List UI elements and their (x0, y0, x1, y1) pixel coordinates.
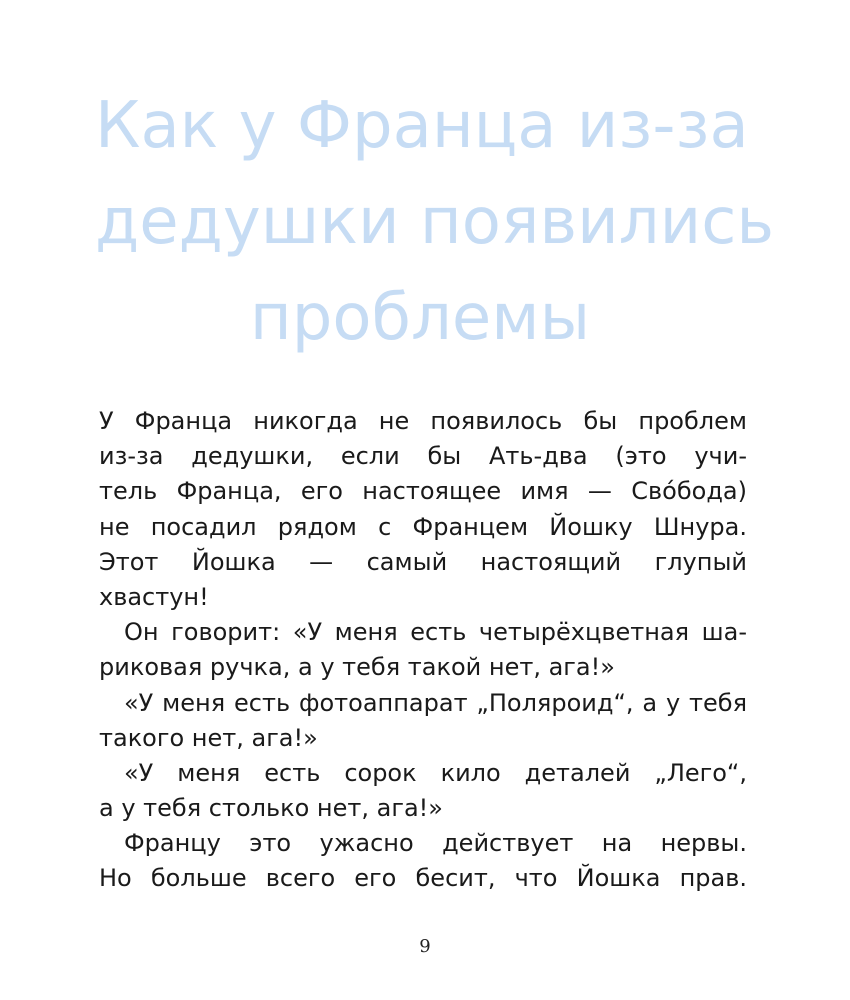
chapter-title-line: Как у Франца из-за (95, 89, 749, 163)
text-line: Но больше всего его бесит, что Йошка прав. (99, 864, 747, 893)
text-line: хвастун! (99, 582, 209, 611)
text-line: не посадил рядом с Францем Йошку Шнура. (99, 512, 747, 541)
text-line: Францу это ужасно действует на нервы. (124, 829, 747, 858)
text-line: Он говорит: «У меня есть четырёхцветная ша- (124, 618, 747, 647)
chapter-title (95, 78, 775, 366)
text-line: тель Франца, его настоящее имя — Свóбода) (99, 477, 747, 506)
body-text (99, 404, 747, 897)
text-line: «У меня есть фотоаппарат „Поляроид“, а у тебя (124, 688, 747, 717)
text-line: Этот Йошка — самый настоящий глупый (99, 547, 747, 576)
text-line: У Франца никогда не появилось бы проблем (99, 407, 747, 435)
text-line: а у тебя столько нет, ага!» (99, 794, 443, 823)
text-line: из-за дедушки, если бы Ать-два (это учи- (99, 442, 747, 471)
text-line: «У меня есть сорок кило деталей „Лего“, (124, 758, 747, 787)
text-line: риковая ручка, а у тебя такой нет, ага!» (99, 653, 615, 682)
chapter-title-line: дедушки появились (95, 185, 775, 259)
text-line: такого нет, ага!» (99, 723, 318, 752)
page-number: 9 (419, 936, 431, 957)
chapter-title-line: проблемы (249, 281, 591, 355)
